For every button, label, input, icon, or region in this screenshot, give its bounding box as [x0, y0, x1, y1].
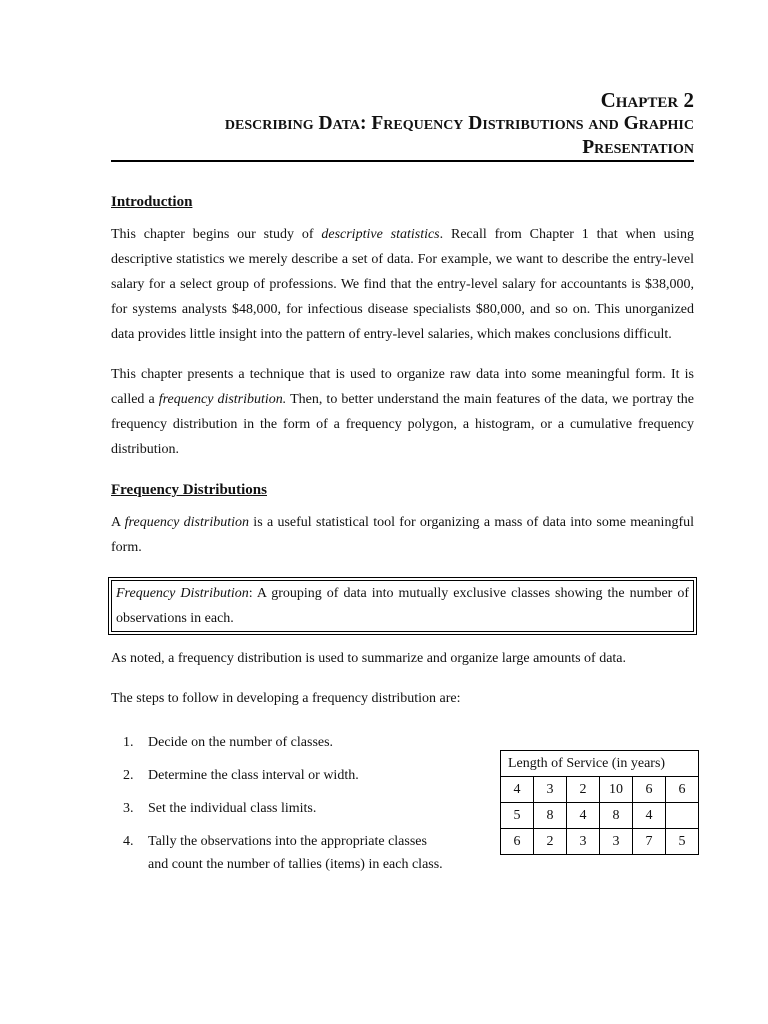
freq-p1-text-a: A — [111, 515, 125, 530]
intro-p2-text-a: This chapter presents a technique that is used to organize raw data into some meaningful form. It is called a — [111, 367, 694, 407]
table-cell: 2 — [567, 777, 600, 803]
intro-p1-text-b: . Recall from Chapter 1 that when using descriptive statistics we merely describe a set of data. For example, we want to describe the entry-level salary for a select group of professions. We find that the entry-level salary for accountants is $38,000, for systems analysts $48,000, for infectious disease specialists $80,000, and so on. This unorganized data provides little insight into the pattern of entry-level salaries, which makes conclusions difficult. — [111, 227, 694, 342]
chapter-header — [111, 88, 694, 160]
step-text-line-2: and count the number of tallies (items) in each class. — [148, 857, 443, 872]
step-text-line-1: Tally the observations into the appropriate classes — [148, 834, 427, 849]
intro-p2-emphasis: frequency distribution. — [158, 392, 287, 407]
step-number: 4. — [123, 834, 134, 849]
table-row — [501, 829, 699, 855]
table-row — [501, 803, 699, 829]
frequency-distributions-heading: Frequency Distributions — [111, 482, 267, 498]
intro-paragraph-2 — [111, 362, 694, 462]
introduction-heading: Introduction — [111, 194, 193, 210]
length-of-service-table — [500, 750, 699, 855]
step-text: Set the individual class limits. — [148, 801, 317, 816]
table-cell: 7 — [633, 829, 666, 855]
table-cell: 6 — [666, 777, 699, 803]
frequency-paragraph-3: The steps to follow in developing a frequency distribution are: — [111, 691, 461, 706]
step-number: 2. — [123, 768, 134, 783]
table-cell: 3 — [534, 777, 567, 803]
table-cell: 2 — [534, 829, 567, 855]
table-cell: 6 — [633, 777, 666, 803]
table-cell: 3 — [567, 829, 600, 855]
table-cell: 4 — [567, 803, 600, 829]
table-cell: 10 — [600, 777, 633, 803]
intro-p2-text-b: Then, to better understand the main features of the data, we portray the frequency distribution in the form of a frequency polygon, a histogram, or a cumulative frequency distribution. — [111, 392, 694, 457]
chapter-title-line-1: describing Data: Frequency Distributions and Graphic — [224, 113, 694, 134]
intro-paragraph-1 — [111, 222, 694, 347]
freq-p1-text-b: is a useful statistical tool for organizing a mass of data into some meaningful form. — [111, 515, 694, 555]
definition-box — [111, 580, 694, 632]
table-cell: 5 — [501, 803, 534, 829]
table-cell: 5 — [666, 829, 699, 855]
table-caption: Length of Service (in years) — [501, 751, 699, 777]
step-text: Decide on the number of classes. — [148, 735, 334, 750]
table-cell: 4 — [633, 803, 666, 829]
frequency-paragraph-2: As noted, a frequency distribution is used to summarize and organize large amounts of data. — [111, 651, 627, 666]
intro-p1-text-a: This chapter begins our study of — [111, 227, 322, 242]
intro-p1-emphasis: descriptive statistics — [321, 227, 440, 242]
definition-term: Frequency Distribution — [116, 586, 249, 601]
table-cell: 8 — [600, 803, 633, 829]
table-cell: 3 — [600, 829, 633, 855]
table-row — [501, 777, 699, 803]
table-cell: 8 — [534, 803, 567, 829]
frequency-paragraph-1 — [111, 510, 694, 560]
step-number: 3. — [123, 801, 134, 816]
table-cell — [666, 803, 699, 829]
freq-p1-emphasis: frequency distribution — [124, 515, 249, 530]
chapter-title-line-2: Presentation — [582, 137, 694, 158]
table-cell: 4 — [501, 777, 534, 803]
step-number: 1. — [123, 735, 134, 750]
step-text: Determine the class interval or width. — [148, 768, 359, 783]
definition-text: : A grouping of data into mutually exclusive classes showing the number of observations in each. — [116, 586, 690, 626]
chapter-number: Chapter 2 — [600, 88, 694, 112]
table-cell: 6 — [501, 829, 534, 855]
